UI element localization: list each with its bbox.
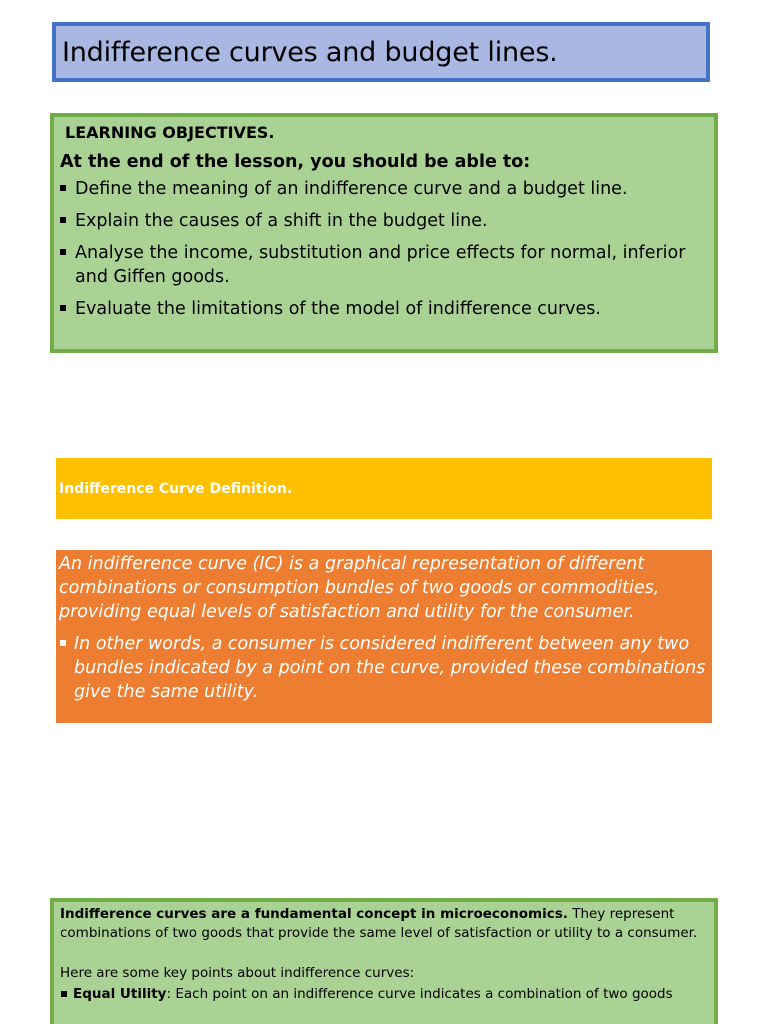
spacer [60,943,708,964]
square-bullet-icon [61,991,67,997]
objective-text: Evaluate the limitations of the model of indifference curves. [75,299,601,319]
objective-text: Define the meaning of an indifference curve and a budget line. [75,179,628,199]
key-points-intro: Here are some key points about indifference curves: [60,965,415,981]
definition-bullet-text: In other words, a consumer is considered indifferent between any two bundles indicated by a point on the curve, provided these combinations give the same utility. [74,634,706,702]
definition-paragraph: An indifference curve (IC) is a graphical representation of different combinations or consumption bundles of two goods or commodities, providing equal levels of satisfaction and utility for the consumer. [59,554,660,622]
square-bullet-icon [60,640,66,646]
concept-lead-rest: They represent combinations of two goods that provide the same level of satisfaction or utility to a consumer. [60,906,698,941]
objective-item [60,297,708,321]
objective-item [60,209,708,233]
objective-item [60,241,708,289]
key-points-list [60,985,708,1004]
page-title: Indifference curves and budget lines. [62,36,558,68]
square-bullet-icon [60,185,66,191]
concept-box [50,898,718,1024]
key-point-item [60,985,708,1004]
square-bullet-icon [60,249,66,255]
definition-bullets [59,632,706,704]
learning-objectives-box [50,113,718,353]
objective-text: Analyse the income, substitution and price effects for normal, inferior and Giffen goods. [75,243,686,287]
concept-lead-bold: Indifference curves are a fundamental concept in microeconomics. [60,906,568,922]
definition-header [56,458,712,519]
objectives-heading: LEARNING OBJECTIVES. [65,123,275,142]
objective-text: Explain the causes of a shift in the budget line. [75,211,488,231]
concept-lead [60,905,708,943]
title-box [52,22,710,82]
definition-bullet-item [59,632,706,704]
square-bullet-icon [60,305,66,311]
definition-box [56,550,712,723]
key-point-label: Equal Utility [73,986,167,1002]
square-bullet-icon [60,217,66,223]
definition-header-text: Indifference Curve Definition. [59,480,293,497]
objectives-intro: At the end of the lesson, you should be able to: [60,152,531,172]
objective-item [60,177,708,201]
key-point-text: : Each point on an indifference curve indicates a combination of two goods [166,986,673,1002]
objectives-list [60,177,708,321]
